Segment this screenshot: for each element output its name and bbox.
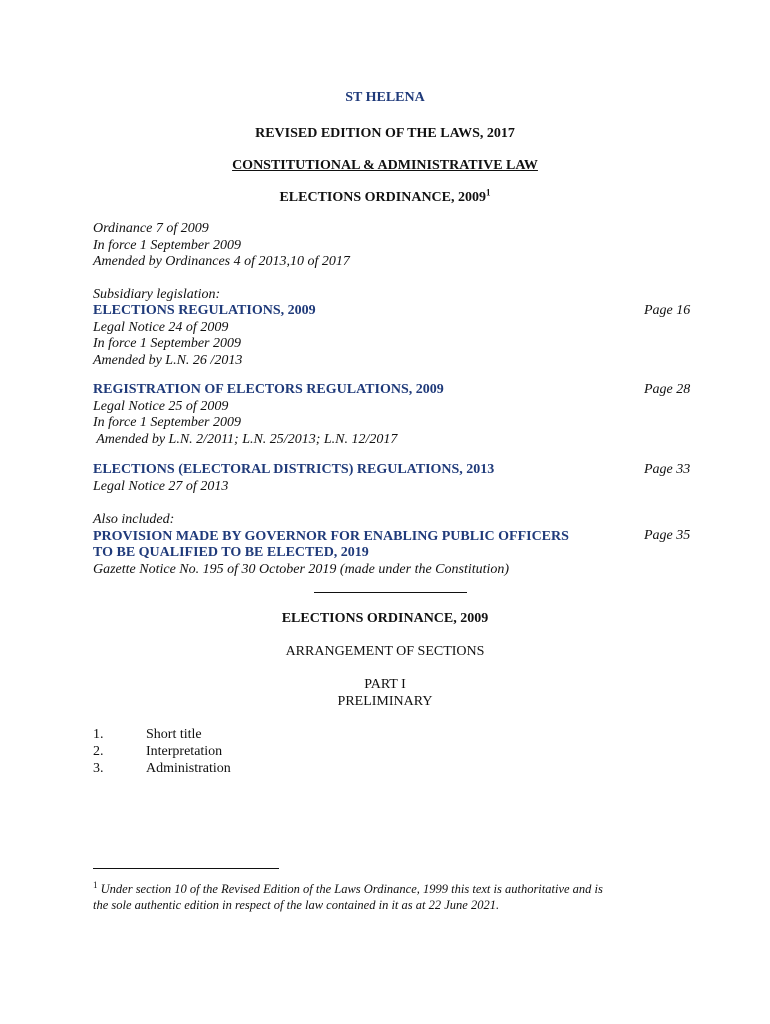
subsidiary-detail: Legal Notice 27 of 2013 — [93, 478, 229, 494]
ordinance-in-force: In force 1 September 2009 — [93, 237, 241, 253]
subsidiary-label: Subsidiary legislation: — [93, 287, 221, 302]
subsidiary-detail: Legal Notice 24 of 2009 — [93, 319, 229, 335]
footnote-reference[interactable]: 1 — [486, 187, 491, 198]
section-title-administration[interactable]: Administration — [146, 761, 231, 776]
subsidiary-detail: In force 1 September 2009 — [93, 415, 241, 430]
also-included-label: Also included: — [93, 512, 175, 527]
document-title — [0, 187, 770, 206]
category-text: CONSTITUTIONAL & ADMINISTRATIVE LAW — [232, 158, 538, 173]
subsidiary-detail: Amended by L.N. 26 /2013 — [93, 352, 243, 368]
page-reference: Page 16 — [644, 303, 691, 318]
also-included-title-line1[interactable]: PROVISION MADE BY GOVERNOR FOR ENABLING PUBLIC OFFICERS — [93, 528, 569, 544]
ordinance-amended: Amended by Ordinances 4 of 2013,10 of 2017 — [93, 254, 350, 269]
jurisdiction-heading: ST HELENA — [345, 90, 425, 105]
document-title-text: ELECTIONS ORDINANCE, 2009 — [279, 190, 487, 205]
subsidiary-item-elections-regulations — [93, 303, 633, 369]
category-heading — [0, 158, 770, 174]
subsidiary-item-districts-regulations — [93, 462, 633, 495]
footnote-line2: the sole authentic edition in respect of the law contained in it as at 22 June 2021. — [93, 898, 500, 913]
also-included-detail: Gazette Notice No. 195 of 30 October 2019 (made under the Constitution) — [93, 561, 510, 577]
subsidiary-title[interactable]: ELECTIONS (ELECTORAL DISTRICTS) REGULATIONS, 2013 — [93, 462, 495, 477]
subsidiary-detail: Legal Notice 25 of 2009 — [93, 398, 229, 414]
section-number: 1. — [93, 727, 104, 742]
footnote-line1: Under section 10 of the Revised Edition of the Laws Ordinance, 1999 this text is authoritative and is — [100, 882, 603, 897]
subsidiary-detail: Amended by L.N. 2/2011; L.N. 25/2013; L.N. 12/2017 — [93, 431, 398, 447]
edition-heading: REVISED EDITION OF THE LAWS, 2017 — [255, 126, 515, 141]
page-reference: Page 28 — [644, 382, 691, 397]
arrangement-title: ELECTIONS ORDINANCE, 2009 — [281, 611, 489, 626]
ordinance-info — [93, 221, 633, 271]
footnote-marker: 1 — [93, 880, 98, 890]
section-divider — [314, 592, 467, 593]
section-title-interpretation[interactable]: Interpretation — [146, 744, 223, 759]
also-included-title-line2[interactable]: TO BE QUALIFIED TO BE ELECTED, 2019 — [93, 545, 369, 560]
section-title-short-title[interactable]: Short title — [146, 727, 202, 742]
subsidiary-title[interactable]: REGISTRATION OF ELECTORS REGULATIONS, 2009 — [93, 382, 444, 397]
subsidiary-item-registration-regulations — [93, 382, 633, 448]
arrangement-heading: ARRANGEMENT OF SECTIONS — [285, 644, 485, 659]
subsidiary-title[interactable]: ELECTIONS REGULATIONS, 2009 — [93, 303, 316, 318]
footnote-rule — [93, 868, 279, 869]
section-number: 2. — [93, 744, 104, 759]
part-number: PART I — [364, 677, 406, 692]
page-reference: Page 35 — [644, 528, 691, 543]
page-reference: Page 33 — [644, 462, 691, 477]
part-title: PRELIMINARY — [337, 694, 433, 709]
subsidiary-detail: In force 1 September 2009 — [93, 336, 241, 351]
footnote — [93, 877, 693, 913]
also-included-block — [93, 512, 633, 578]
ordinance-number: Ordinance 7 of 2009 — [93, 221, 209, 236]
section-number: 3. — [93, 761, 104, 776]
